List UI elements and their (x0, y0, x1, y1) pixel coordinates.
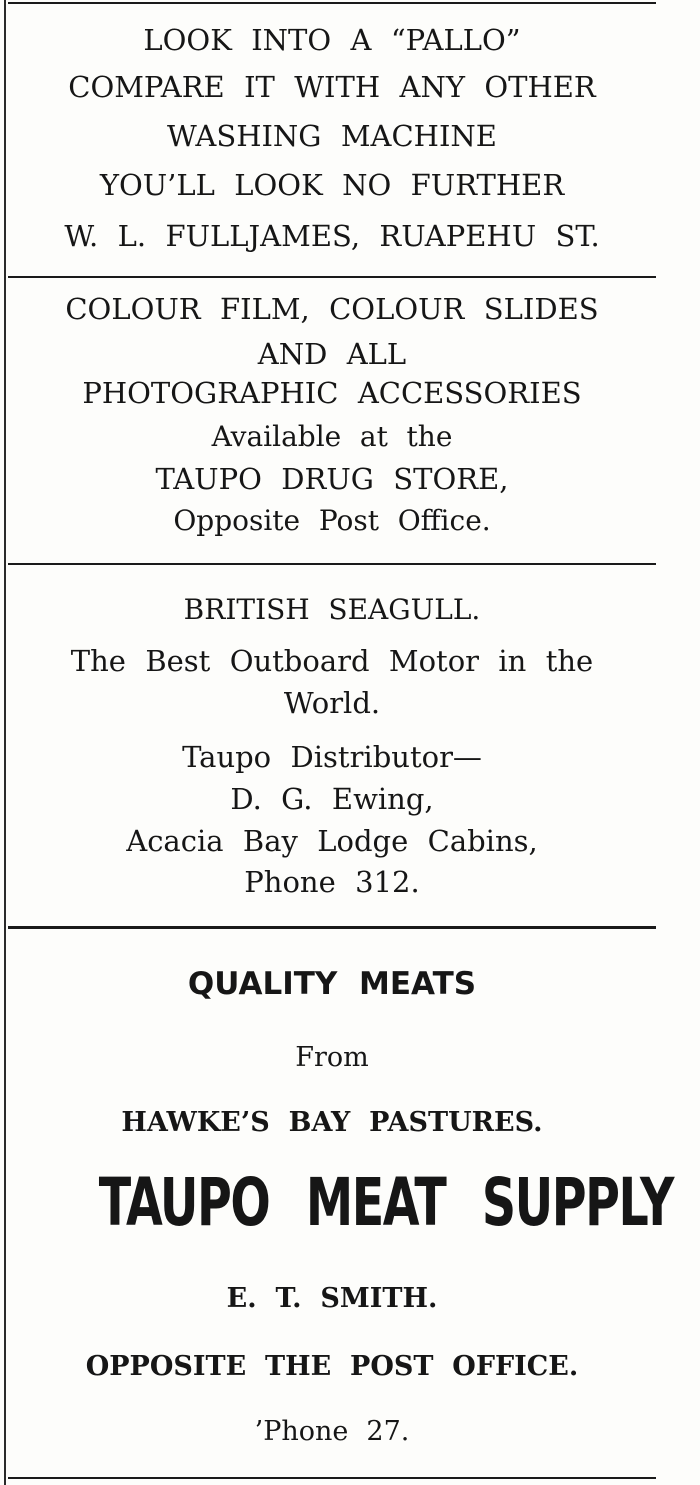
drug-store-available: Available at the (211, 420, 453, 453)
pallo-dealer-line: W. L. FULLJAMES, RUAPEHU ST. (64, 219, 600, 253)
seagull-distributor-label: Taupo Distributor— (182, 740, 482, 774)
top-rule (8, 2, 656, 4)
divider-1 (8, 276, 656, 278)
seagull-address: Acacia Bay Lodge Cabins, (126, 824, 538, 858)
drug-store-headline: COLOUR FILM, COLOUR SLIDES (65, 292, 599, 326)
seagull-phone: Phone 312. (244, 865, 420, 899)
seagull-tagline-line1: The Best Outboard Motor in the (70, 644, 594, 678)
pallo-compare-line: COMPARE IT WITH ANY OTHER (68, 70, 596, 104)
pallo-product-line: WASHING MACHINE (167, 119, 497, 153)
drug-store-accessories: PHOTOGRAPHIC ACCESSORIES (82, 376, 582, 410)
meat-from: From (295, 1042, 369, 1073)
drug-store-and-all: AND ALL (257, 337, 407, 371)
pallo-claim-line: YOU’LL LOOK NO FURTHER (99, 168, 565, 202)
pallo-headline: LOOK INTO A “PALLO” (143, 23, 521, 57)
drug-store-name: TAUPO DRUG STORE, (155, 462, 509, 496)
meat-source: HAWKE’S BAY PASTURES. (121, 1107, 543, 1138)
meat-proprietor: E. T. SMITH. (226, 1283, 438, 1314)
divider-3 (8, 926, 656, 929)
divider-2 (8, 563, 656, 565)
bottom-rule (8, 1477, 656, 1479)
seagull-tagline-line2: World. (283, 686, 381, 720)
meat-phone: ’Phone 27. (254, 1416, 410, 1447)
drug-store-location: Opposite Post Office. (173, 504, 491, 537)
column-border (4, 0, 6, 1485)
meat-heading: QUALITY MEATS (187, 966, 477, 1002)
meat-business-name: TAUPO MEAT SUPPLY (98, 1164, 673, 1241)
seagull-distributor-name: D. G. Ewing, (230, 782, 434, 816)
meat-location: OPPOSITE THE POST OFFICE. (85, 1351, 579, 1382)
seagull-heading: BRITISH SEAGULL. (183, 593, 481, 626)
